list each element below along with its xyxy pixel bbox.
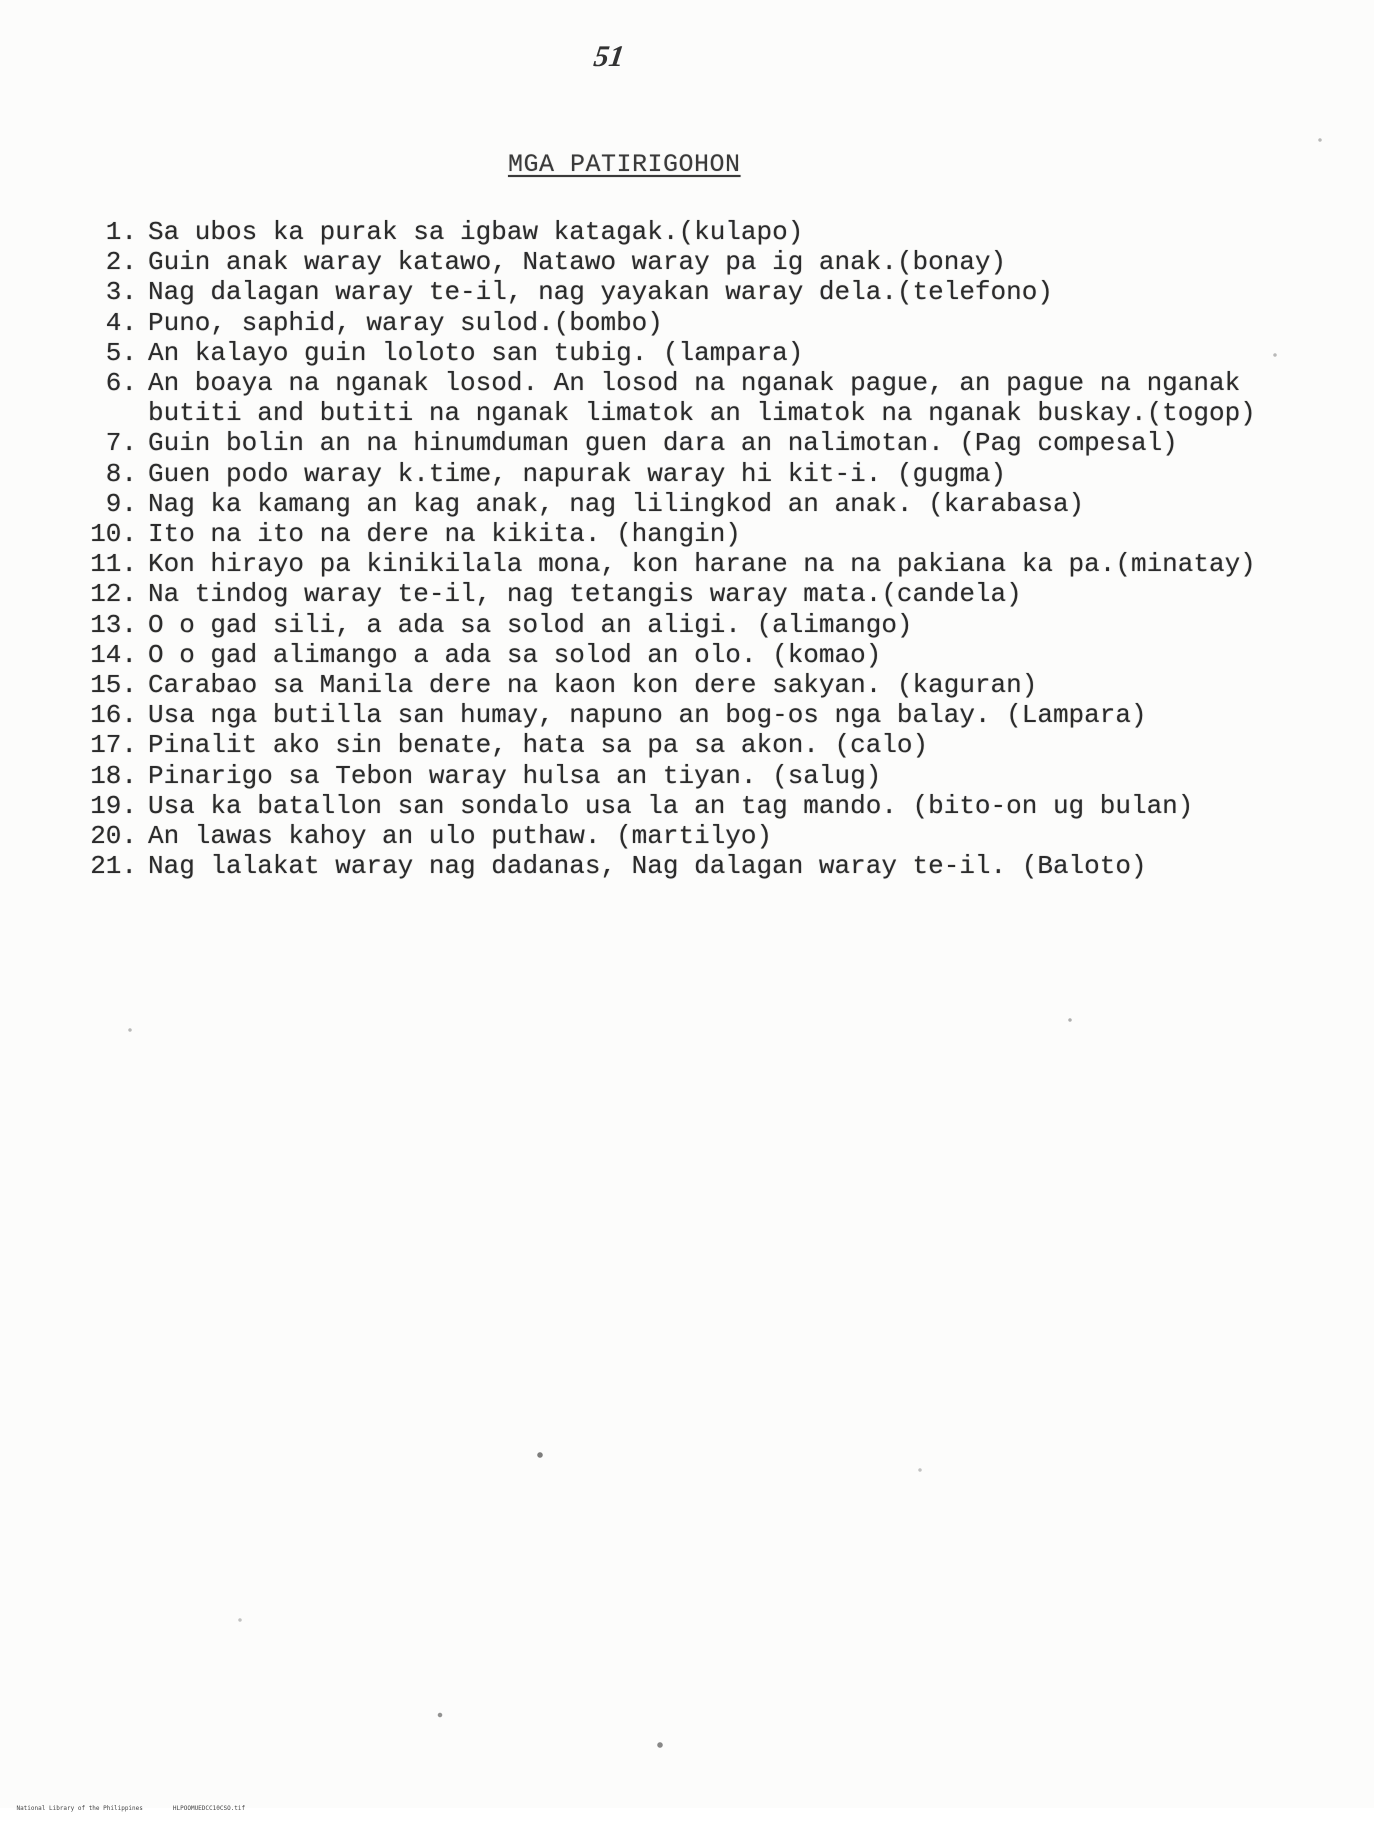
riddle-text: Pinalit ako sin benate, hata sa pa sa akon. (calo) <box>148 730 929 761</box>
riddle-item <box>85 549 1285 579</box>
riddle-number: 14. <box>90 639 137 670</box>
riddle-text: Puno, saphid, waray sulod.(bombo) <box>148 307 663 338</box>
document-title: MGA PATIRIGOHON <box>508 150 741 179</box>
riddle-number: 17. <box>90 730 137 761</box>
riddle-number: 20. <box>90 821 137 852</box>
riddle-text: An lawas kahoy an ulo puthaw. (martilyo) <box>148 821 773 852</box>
riddle-text: O o gad sili, a ada sa solod an aligi. (alimango) <box>148 609 913 640</box>
riddle-item <box>85 730 1285 760</box>
riddle-text-continuation: butiti and butiti na nganak limatok an limatok na nganak buskay.(togop) <box>148 398 1256 429</box>
riddle-number: 6. <box>105 368 137 399</box>
riddle-text: Nag lalakat waray nag dadanas, Nag dalagan waray te-il. (Baloto) <box>148 851 1147 882</box>
riddle-number: 3. <box>105 277 137 308</box>
page-number: 51 <box>591 40 627 73</box>
riddle-number: 19. <box>90 790 137 821</box>
riddle-number: 12. <box>90 579 137 610</box>
riddle-number: 10. <box>90 519 137 550</box>
riddle-number: 5. <box>105 337 137 368</box>
riddle-number: 1. <box>105 217 137 247</box>
riddle-number: 2. <box>105 247 137 278</box>
riddle-item <box>85 761 1285 791</box>
riddle-number: 11. <box>90 549 137 580</box>
riddle-item <box>85 217 1285 247</box>
riddle-text: Guin bolin an na hinumduman guen dara an nalimotan. (Pag compesal) <box>148 428 1178 459</box>
riddle-item <box>85 519 1285 549</box>
riddle-text: An boaya na nganak losod. An losod na nganak pague, an pague na nganak <box>148 368 1241 399</box>
scan-footer <box>2 1795 245 1822</box>
riddle-item <box>85 459 1285 489</box>
riddle-text: Usa nga butilla san humay, napuno an bog-os nga balay. (Lampara) <box>148 700 1147 731</box>
riddle-text: Usa ka batallon san sondalo usa la an tag mando. (bito-on ug bulan) <box>148 790 1194 821</box>
riddle-item <box>85 700 1285 730</box>
riddle-text: Ito na ito na dere na kikita. (hangin) <box>148 519 741 550</box>
riddle-text: Pinarigo sa Tebon waray hulsa an tiyan. (salug) <box>148 760 882 791</box>
riddle-text: Sa ubos ka purak sa igbaw katagak.(kulapo) <box>148 217 804 247</box>
riddle-item <box>85 851 1285 881</box>
riddle-number: 15. <box>90 670 137 701</box>
riddle-number: 8. <box>105 458 137 489</box>
riddle-item <box>85 277 1285 307</box>
riddle-number: 21. <box>90 851 137 882</box>
riddle-text: Carabao sa Manila dere na kaon kon dere sakyan. (kaguran) <box>148 670 1038 701</box>
riddle-text: Kon hirayo pa kinikilala mona, kon harane na na pakiana ka pa.(minatay) <box>148 549 1256 580</box>
riddle-item <box>85 579 1285 609</box>
footer-library: National Library of the Philippines <box>16 1805 143 1812</box>
riddle-text: Guen podo waray k.time, napurak waray hi kit-i. (gugma) <box>148 458 1007 489</box>
riddle-item <box>85 670 1285 700</box>
riddle-item <box>85 308 1285 338</box>
riddle-text: Nag ka kamang an kag anak, nag lilingkod an anak. (karabasa) <box>148 488 1085 519</box>
riddle-item <box>85 791 1285 821</box>
riddle-number: 7. <box>105 428 137 459</box>
riddle-item <box>85 489 1285 519</box>
riddle-item <box>85 428 1285 458</box>
riddle-item <box>85 821 1285 851</box>
riddle-item <box>85 338 1285 368</box>
riddle-number: 4. <box>105 307 137 338</box>
riddle-number: 16. <box>90 700 137 731</box>
riddle-number: 9. <box>105 488 137 519</box>
riddle-item <box>85 610 1285 640</box>
riddle-text: Nag dalagan waray te-il, nag yayakan waray dela.(telefono) <box>148 277 1053 308</box>
riddle-text: O o gad alimango a ada sa solod an olo. (komao) <box>148 639 882 670</box>
riddle-text: An kalayo guin loloto san tubig. (lampara) <box>148 337 804 368</box>
riddle-number: 13. <box>90 609 137 640</box>
riddle-list <box>85 217 1285 881</box>
riddle-text: Na tindog waray te-il, nag tetangis waray mata.(candela) <box>148 579 1022 610</box>
footer-filename: HLPOOMUEDCC10CSO.tif <box>172 1805 246 1812</box>
riddle-item <box>85 368 1285 428</box>
riddle-text: Guin anak waray katawo, Natawo waray pa ig anak.(bonay) <box>148 247 1007 278</box>
riddle-item <box>85 247 1285 277</box>
riddle-item <box>85 640 1285 670</box>
riddle-number: 18. <box>90 760 137 791</box>
